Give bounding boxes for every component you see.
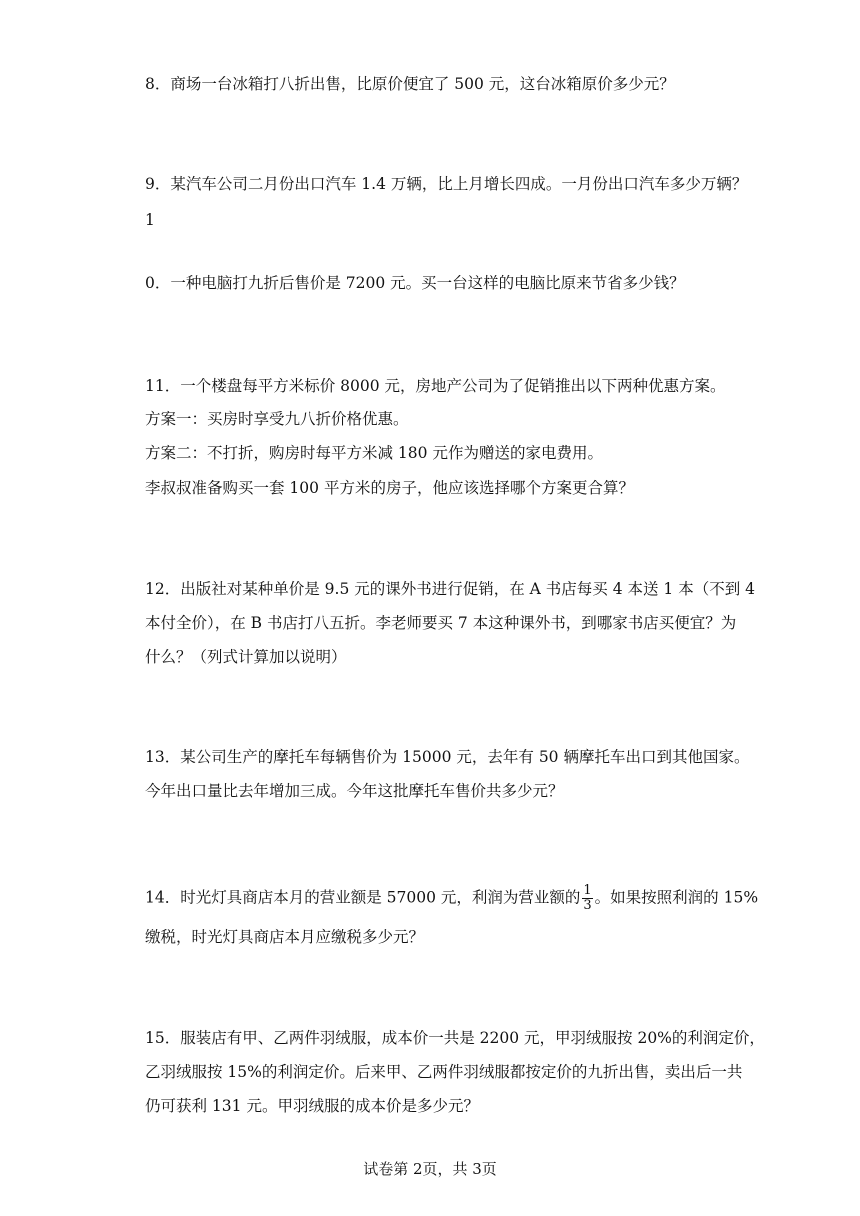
question-14-text-after: 。如果按照利润的 15% bbox=[594, 888, 759, 907]
question-13-line-2: 今年出口量比去年增加三成。今年这批摩托车售价共多少元？ bbox=[145, 782, 564, 800]
question-12-line-1: 12．出版社对某种单价是 9.5 元的课外书进行促销，在 A 书店每买 4 本送 1 本（不到 4 bbox=[145, 580, 755, 598]
question-14-line-2: 缴税，时光灯具商店本月应缴税多少元？ bbox=[145, 928, 425, 946]
question-8: 8．商场一台冰箱打八折出售，比原价便宜了 500 元，这台冰箱原价多少元？ bbox=[145, 75, 675, 93]
question-13-line-1: 13．某公司生产的摩托车每辆售价为 15000 元，去年有 50 辆摩托车出口到其他国家。 bbox=[145, 748, 750, 766]
question-15-line-2: 乙羽绒服按 15%的利润定价。后来甲、乙两件羽绒服都按定价的九折出售，卖出后一共 bbox=[145, 1063, 743, 1081]
question-15-line-1: 15．服装店有甲、乙两件羽绒服，成本价一共是 2200 元，甲羽绒服按 20%的利润定价， bbox=[145, 1029, 765, 1047]
question-9: 9．某汽车公司二月份出口汽车 1.4 万辆，比上月增长四成。一月份出口汽车多少万辆？ bbox=[145, 175, 748, 193]
question-14-text-before: 14．时光灯具商店本月的营业额是 57000 元，利润为营业额的 bbox=[145, 888, 581, 907]
question-10-number-fragment: 1 bbox=[145, 211, 155, 229]
question-12-line-3: 什么？（列式计算加以说明） bbox=[145, 648, 347, 666]
question-11-line-1: 11．一个楼盘每平方米标价 8000 元，房地产公司为了促销推出以下两种优惠方案。 bbox=[145, 377, 726, 395]
question-11-line-2: 方案一：买房时享受九八折价格优惠。 bbox=[145, 410, 409, 428]
question-10: 0．一种电脑打九折后售价是 7200 元。买一台这样的电脑比原来节省多少钱？ bbox=[145, 274, 685, 292]
fraction-denominator: 3 bbox=[583, 898, 592, 913]
question-14-line-1 bbox=[145, 884, 758, 913]
fraction-numerator: 1 bbox=[583, 883, 592, 898]
question-11-line-4: 李叔叔准备购买一套 100 平方米的房子，他应该选择哪个方案更合算？ bbox=[145, 479, 634, 497]
question-15-line-3: 仍可获利 131 元。甲羽绒服的成本价是多少元？ bbox=[145, 1097, 479, 1115]
fraction-one-third bbox=[582, 884, 592, 913]
page-footer: 试卷第 2页，共 3页 bbox=[363, 1160, 497, 1178]
question-11-line-3: 方案二：不打折，购房时每平方米减 180 元作为赠送的家电费用。 bbox=[145, 444, 603, 462]
question-12-line-2: 本付全价），在 B 书店打八五折。李老师要买 7 本这种课外书，到哪家书店买便宜？为 bbox=[145, 614, 737, 632]
